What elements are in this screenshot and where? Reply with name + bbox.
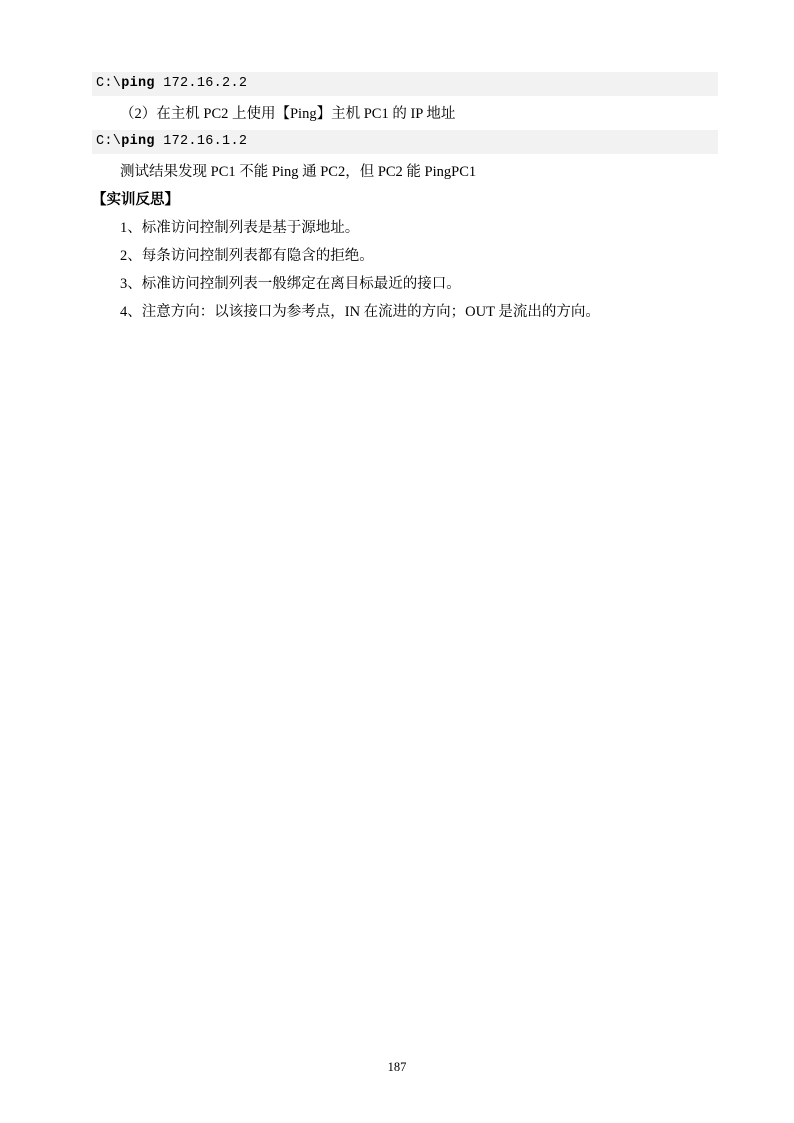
- command-keyword: ping: [121, 76, 155, 91]
- test-result-paragraph: 测试结果发现 PC1 不能 Ping 通 PC2，但 PC2 能 PingPC1: [120, 164, 477, 180]
- document-body: [92, 72, 718, 326]
- section-heading-reflection: 【实训反思】: [92, 192, 179, 208]
- page-number: 187: [387, 1060, 407, 1074]
- command-arguments: 172.16.1.2: [154, 134, 248, 149]
- command-prompt-prefix: C:\: [96, 76, 122, 91]
- command-line-ping-2: [92, 130, 718, 154]
- reflection-item-4: 4、注意方向：以该接口为参考点，IN 在流进的方向；OUT 是流出的方向。: [120, 304, 600, 320]
- command-prompt-prefix: C:\: [96, 134, 122, 149]
- step-paragraph-2: （2）在主机 PC2 上使用【Ping】主机 PC1 的 IP 地址: [120, 106, 456, 122]
- command-line-ping-1: [92, 72, 718, 96]
- reflection-item-1: 1、标准访问控制列表是基于源地址。: [120, 220, 360, 236]
- reflection-item-3: 3、标准访问控制列表一般绑定在离目标最近的接口。: [120, 276, 461, 292]
- command-keyword: ping: [121, 134, 155, 149]
- reflection-item-2: 2、每条访问控制列表都有隐含的拒绝。: [120, 248, 374, 264]
- command-arguments: 172.16.2.2: [154, 76, 248, 91]
